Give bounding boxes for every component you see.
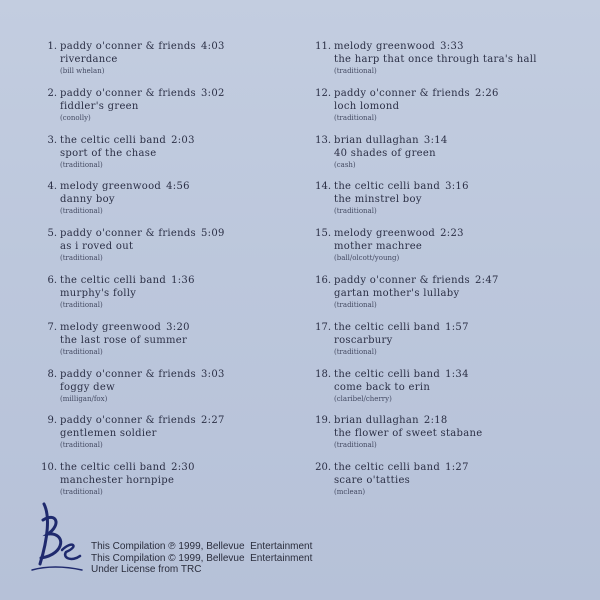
track-1 xyxy=(38,40,290,87)
track-duration: 1:27 xyxy=(445,462,469,474)
track-11 xyxy=(312,40,582,87)
track-title: come back to erin xyxy=(334,381,431,393)
track-number: 17. xyxy=(315,321,331,333)
track-duration: 3:20 xyxy=(166,321,190,333)
track-title: 40 shades of green xyxy=(334,147,436,159)
track-artist: paddy o'conner & friends xyxy=(60,228,196,240)
track-credit: (milligan/fox) xyxy=(60,394,108,403)
track-number: 9. xyxy=(47,415,57,427)
track-duration: 2:30 xyxy=(171,462,195,474)
track-title: riverdance xyxy=(60,54,118,65)
track-number: 19. xyxy=(315,415,331,427)
track-duration: 3:16 xyxy=(445,181,469,193)
track-credit: (traditional) xyxy=(60,488,103,497)
track-credit: (ball/olcott/young) xyxy=(334,254,400,263)
track-artist: paddy o'conner & friends xyxy=(334,274,470,286)
license-line: Under License from TRC xyxy=(91,564,202,575)
track-number: 18. xyxy=(315,368,331,380)
track-duration: 2:23 xyxy=(440,228,464,240)
track-duration: 2:47 xyxy=(475,274,499,286)
track-title: loch lomond xyxy=(334,100,400,112)
track-artist: paddy o'conner & friends xyxy=(60,415,196,427)
track-duration: 3:14 xyxy=(423,134,448,146)
track-number: 1. xyxy=(47,41,57,52)
track-number: 8. xyxy=(47,368,57,380)
track-title: as i roved out xyxy=(60,241,134,253)
bellevue-logo xyxy=(26,498,84,576)
track-duration: 3:33 xyxy=(440,41,464,52)
track-artist: the celtic celli band xyxy=(334,368,441,380)
track-19 xyxy=(312,414,582,461)
track-6 xyxy=(38,274,290,321)
track-title: murphy's folly xyxy=(60,287,137,299)
track-number: 13. xyxy=(315,134,331,146)
track-duration: 4:03 xyxy=(201,41,225,52)
track-duration: 1:34 xyxy=(445,368,469,380)
track-20 xyxy=(312,461,582,508)
track-artist: paddy o'conner & friends xyxy=(334,87,470,99)
track-title: mother machree xyxy=(334,241,423,253)
track-18 xyxy=(312,368,582,415)
track-credit: (cash) xyxy=(334,160,356,169)
track-artist: paddy o'conner & friends xyxy=(60,368,196,380)
track-8 xyxy=(38,368,290,415)
copyright-line: This Compilation ℗ 1999, Bellevue Entertainment xyxy=(91,541,313,552)
track-title: fiddler's green xyxy=(60,100,139,112)
track-title: the flower of sweet stabane xyxy=(334,428,483,440)
track-duration: 2:27 xyxy=(201,415,225,427)
track-duration: 2:03 xyxy=(171,134,195,146)
track-number: 5. xyxy=(47,228,57,240)
track-credit: (conolly) xyxy=(60,113,91,122)
track-number: 15. xyxy=(315,228,331,240)
track-2 xyxy=(38,87,290,134)
track-16 xyxy=(312,274,582,321)
track-credit: (traditional) xyxy=(60,347,103,356)
track-credit: (traditional) xyxy=(334,347,377,356)
track-5 xyxy=(38,227,290,274)
track-title: roscarbury xyxy=(334,334,393,346)
track-title: scare o'tatties xyxy=(334,475,411,487)
track-number: 16. xyxy=(315,274,331,286)
track-credit: (mclean) xyxy=(334,488,366,497)
track-artist: melody greenwood xyxy=(60,181,162,193)
track-title: the minstrel boy xyxy=(334,194,422,206)
track-credit: (traditional) xyxy=(60,160,103,169)
track-title: manchester hornpipe xyxy=(60,475,175,487)
track-title: foggy dew xyxy=(60,381,115,393)
track-credit: (traditional) xyxy=(60,300,103,309)
track-number: 2. xyxy=(47,87,57,99)
track-title: the harp that once through tara's hall xyxy=(334,54,537,65)
copyright-line: This Compilation © 1999, Bellevue Entertainment xyxy=(91,552,313,564)
track-duration: 3:03 xyxy=(201,368,225,380)
track-credit: (claribel/cherry) xyxy=(334,394,392,403)
track-duration: 1:36 xyxy=(171,274,195,286)
track-title: the last rose of summer xyxy=(60,334,188,346)
track-7 xyxy=(38,321,290,368)
track-17 xyxy=(312,321,582,368)
track-number: 12. xyxy=(315,87,331,99)
track-15 xyxy=(312,227,582,274)
track-credit: (traditional) xyxy=(334,207,377,216)
track-artist: the celtic celli band xyxy=(334,462,441,474)
track-duration: 4:56 xyxy=(166,181,190,193)
track-3 xyxy=(38,134,290,181)
track-artist: the celtic celli band xyxy=(334,181,441,193)
track-title: danny boy xyxy=(60,194,115,206)
tracklist-right-column xyxy=(312,40,582,508)
track-artist: brian dullaghan xyxy=(334,415,419,427)
track-credit: (traditional) xyxy=(334,67,377,75)
track-duration: 5:09 xyxy=(201,228,225,240)
track-number: 7. xyxy=(47,321,57,333)
track-number: 14. xyxy=(315,181,331,193)
track-duration: 3:02 xyxy=(201,87,225,99)
track-artist: melody greenwood xyxy=(334,41,436,52)
track-number: 4. xyxy=(47,181,57,193)
track-title: sport of the chase xyxy=(60,147,157,159)
track-credit: (traditional) xyxy=(60,441,103,450)
track-duration: 1:57 xyxy=(445,321,469,333)
track-credit: (traditional) xyxy=(334,300,377,309)
track-artist: paddy o'conner & friends xyxy=(60,87,196,99)
track-duration: 2:26 xyxy=(475,87,499,99)
track-12 xyxy=(312,87,582,134)
track-artist: the celtic celli band xyxy=(60,462,167,474)
track-artist: paddy o'conner & friends xyxy=(60,41,196,52)
track-credit: (bill whelan) xyxy=(60,67,105,75)
track-artist: the celtic celli band xyxy=(334,321,441,333)
track-artist: melody greenwood xyxy=(60,321,162,333)
track-title: gentlemen soldier xyxy=(60,428,157,440)
track-number: 10. xyxy=(41,462,57,474)
track-credit: (traditional) xyxy=(334,113,377,122)
track-artist: melody greenwood xyxy=(334,228,436,240)
track-number: 11. xyxy=(315,41,331,52)
copyright-notice xyxy=(91,541,312,576)
track-number: 3. xyxy=(47,134,57,146)
track-9 xyxy=(38,414,290,461)
track-number: 6. xyxy=(47,274,57,286)
track-4 xyxy=(38,180,290,227)
track-duration: 2:18 xyxy=(423,415,448,427)
track-13 xyxy=(312,134,582,181)
track-artist: the celtic celli band xyxy=(60,134,167,146)
track-artist: brian dullaghan xyxy=(334,134,419,146)
track-credit: (traditional) xyxy=(60,254,103,263)
tracklist-left-column xyxy=(38,40,290,508)
track-artist: the celtic celli band xyxy=(60,274,167,286)
track-number: 20. xyxy=(315,462,331,474)
track-14 xyxy=(312,180,582,227)
track-title: gartan mother's lullaby xyxy=(334,287,460,299)
track-credit: (traditional) xyxy=(334,441,377,450)
track-credit: (traditional) xyxy=(60,207,103,216)
